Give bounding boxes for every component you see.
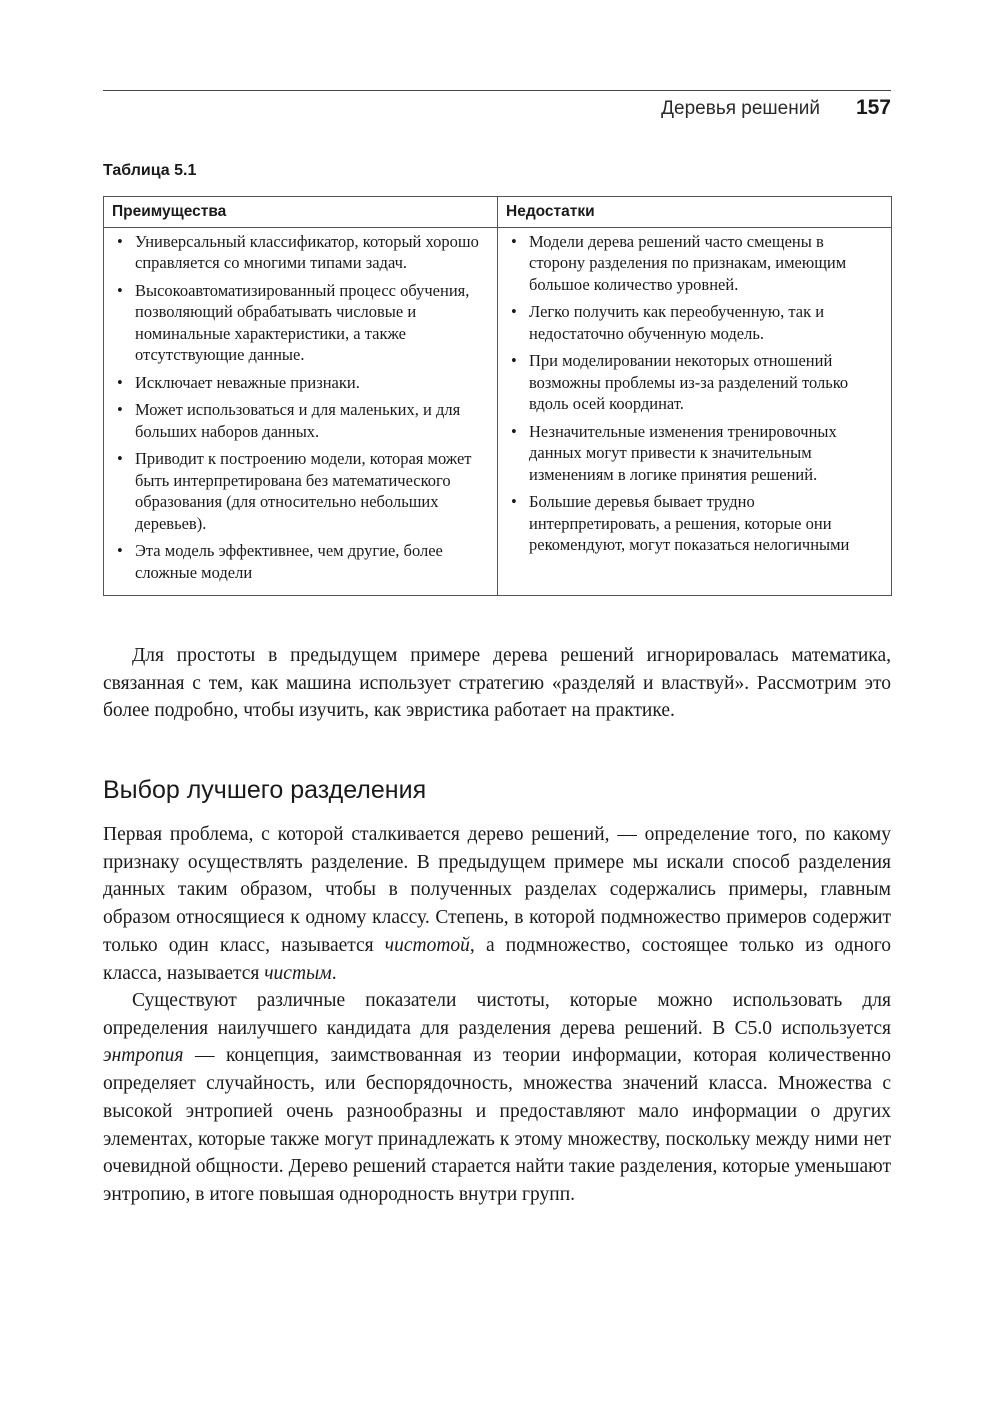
list-item: • При моделировании некоторых отношений возможны проблемы из-за разделений только вдоль осей координат. <box>504 350 883 415</box>
text-span: . <box>331 962 337 984</box>
list-item: • Большие деревья бывает трудно интерпретировать, а решения, которые они рекомендуют, могут показаться нелогичными <box>504 491 883 556</box>
list-item: • Исключает неважные признаки. <box>110 372 489 394</box>
term-pure: чистым <box>264 962 332 984</box>
table-header-row <box>104 197 892 228</box>
list-item: • Высокоавтоматизированный процесс обучения, позволяющий обрабатывать числовые и номинальные характеристики, а также отсутствующие данные. <box>110 280 489 366</box>
list-item: • Универсальный классификатор, который хорошо справляется со многими типами задач. <box>110 231 489 274</box>
table-caption: Таблица 5.1 <box>103 162 197 179</box>
running-title: Деревья решений <box>661 98 820 119</box>
running-header <box>661 96 891 122</box>
list-item: • Модели дерева решений часто смещены в сторону разделения по признакам, имеющим большое количество уровней. <box>504 231 883 296</box>
term-entropy: энтропия <box>103 1045 184 1067</box>
advantages-list <box>110 231 489 584</box>
text-span: Первая проблема, с которой сталкивается дерево решений, — определение того, по какому признаку осуществлять разделение. В предыдущем примере мы искали способ разделения данных таким образом, чтобы в полученных разделах содержались примеры, главным образом относящиеся к одному классу. Степень, в которой подмножество примеров содержит только один класс, называется <box>103 824 891 956</box>
text-span: — концепция, заимствованная из теории информации, которая количественно определяет случайность, или беспорядочность, множества значений класса. Множества с высокой энтропией очень разнообразны и предоставляют мало информации о других элементах, которые также могут принадлежать к этому множеству, поскольку между ними нет очевидной общности. Дерево решений старается найти такие разделения, которые уменьшают энтропию, в итоге повышая однородность внутри групп. <box>103 1045 891 1205</box>
intro-paragraph: Для простоты в предыдущем примере дерева решений игнорировалась математика, связанная с тем, как машина использует стратегию «разделяй и властвуй». Рассмотрим это более подробно, чтобы изучить, как эвристика работает на практике. <box>103 645 891 722</box>
header-rule <box>103 90 891 91</box>
table-row <box>104 227 892 596</box>
list-item: • Эта модель эффективнее, чем другие, более сложные модели <box>110 540 489 583</box>
text-span: , а подмножество, состоящее только из одного класса, называется <box>103 934 891 984</box>
term-purity: чистотой <box>384 934 470 956</box>
comparison-table <box>103 196 892 596</box>
advantages-header: Преимущества <box>104 197 498 228</box>
text-span: Существуют различные показатели чистоты, которые можно использовать для определения наилучшего кандидата для разделения дерева решений. В C5.0 используется <box>103 990 891 1039</box>
paragraph-entropy <box>103 987 891 1209</box>
disadvantages-list <box>504 231 883 556</box>
disadvantages-cell <box>498 227 892 596</box>
section-heading: Выбор лучшего разделения <box>103 776 427 804</box>
list-item: • Незначительные изменения тренировочных данных могут привести к значительным изменениям в логике принятия решений. <box>504 421 883 486</box>
list-item: • Легко получить как переобученную, так и недостаточно обученную модель. <box>504 301 883 344</box>
disadvantages-header: Недостатки <box>498 197 892 228</box>
list-item: • Приводит к построению модели, которая может быть интерпретирована без математического образования (для относительно небольших деревьев). <box>110 448 489 534</box>
page-number: 157 <box>855 96 891 119</box>
list-item: • Может использоваться и для маленьких, и для больших наборов данных. <box>110 399 489 442</box>
advantages-cell <box>104 227 498 596</box>
paragraph-purity <box>103 821 891 987</box>
